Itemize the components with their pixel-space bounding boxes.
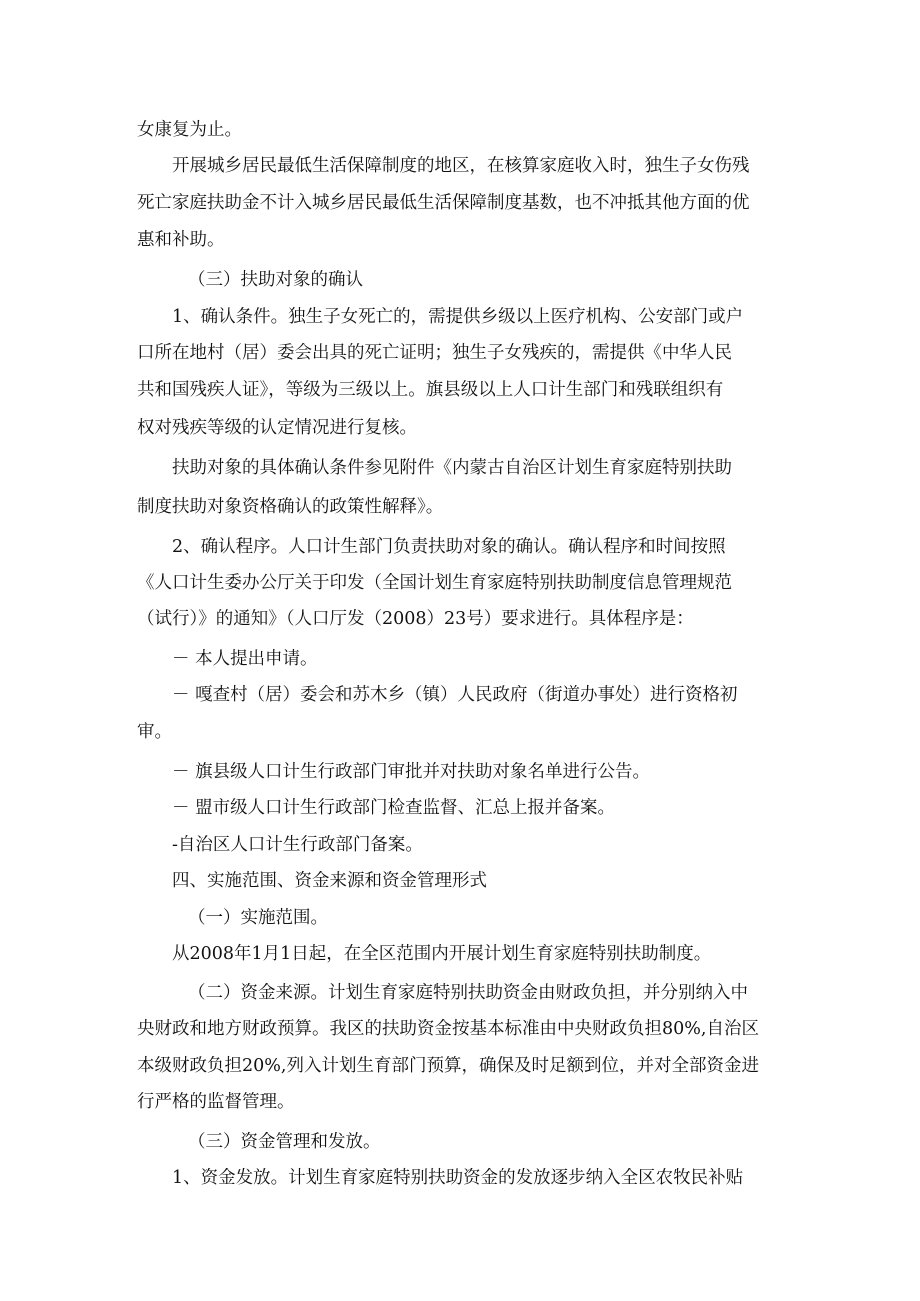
list-item-continuation: 审。	[137, 722, 172, 742]
paragraph-line: 《人口计生委办公厅关于印发（全国计划生育家庭特别扶助制度信息管理规范	[137, 573, 732, 593]
paragraph-line: （试行）》的通知》（人口厅发（2008）23号）要求进行。具体程序是：	[137, 609, 694, 629]
paragraph-line: 口所在地村（居）委会出具的死亡证明；独生子女残疾的，需提供《中华人民	[137, 343, 732, 363]
subsection-heading: （三）资金管理和发放。	[188, 1132, 381, 1152]
section-heading: 四、实施范围、资金来源和资金管理形式	[172, 871, 487, 891]
paragraph-line: 行严格的监督管理。	[137, 1092, 295, 1112]
paragraph-line: 开展城乡居民最低生活保障制度的地区，在核算家庭收入时，独生子女伤残	[172, 156, 750, 176]
paragraph-line: 权对残疾等级的认定情况进行复核。	[137, 418, 417, 438]
paragraph-line: 2、确认程序。人口计生部门负责扶助对象的确认。确认程序和时间按照	[172, 537, 726, 557]
list-item: － 本人提出申请。	[172, 649, 318, 669]
paragraph-line: 扶助对象的具体确认条件参见附件《内蒙古自治区计划生育家庭特别扶助	[172, 458, 732, 478]
paragraph-line: 从2008年1月1日起，在全区范围内开展计划生育家庭特别扶助制度。	[172, 944, 712, 964]
list-item: － 盟市级人口计生行政部门检查监督、汇总上报并备案。	[172, 798, 616, 818]
paragraph-line: 死亡家庭扶助金不计入城乡居民最低生活保障制度基数，也不冲抵其他方面的优	[137, 193, 750, 213]
list-item: -自治区人口计生行政部门备案。	[172, 835, 423, 855]
list-item: － 旗县级人口计生行政部门审批并对扶助对象名单进行公告。	[172, 762, 651, 782]
paragraph-line: 本级财政负担20%,列入计划生育部门预算，确保及时足额到位，并对全部资金进	[137, 1056, 759, 1076]
paragraph-line: 1、资金发放。计划生育家庭特别扶助资金的发放逐步纳入全区农牧民补贴	[172, 1168, 744, 1188]
paragraph-line: 央财政和地方财政预算。我区的扶助资金按基本标准由中央财政负担80%,自治区	[137, 1019, 759, 1039]
subsection-heading: （一）实施范围。	[188, 908, 328, 928]
paragraph-line: 1、确认条件。独生子女死亡的，需提供乡级以上医疗机构、公安部门或户	[172, 307, 744, 327]
paragraph-line: （二）资金来源。计划生育家庭特别扶助资金由财政负担，并分别纳入中	[188, 983, 748, 1003]
paragraph-line: 惠和补助。	[137, 230, 225, 250]
section-heading: （三）扶助对象的确认	[188, 270, 363, 290]
paragraph-line: 女康复为止。	[137, 120, 242, 140]
paragraph-line: 制度扶助对象资格确认的政策性解释》。	[137, 497, 444, 517]
list-item: － 嘎查村（居）委会和苏木乡（镇）人民政府（街道办事处）进行资格初	[172, 685, 738, 705]
paragraph-line: 共和国残疾人证》，等级为三级以上。旗县级以上人口计生部门和残联组织有	[137, 380, 724, 400]
